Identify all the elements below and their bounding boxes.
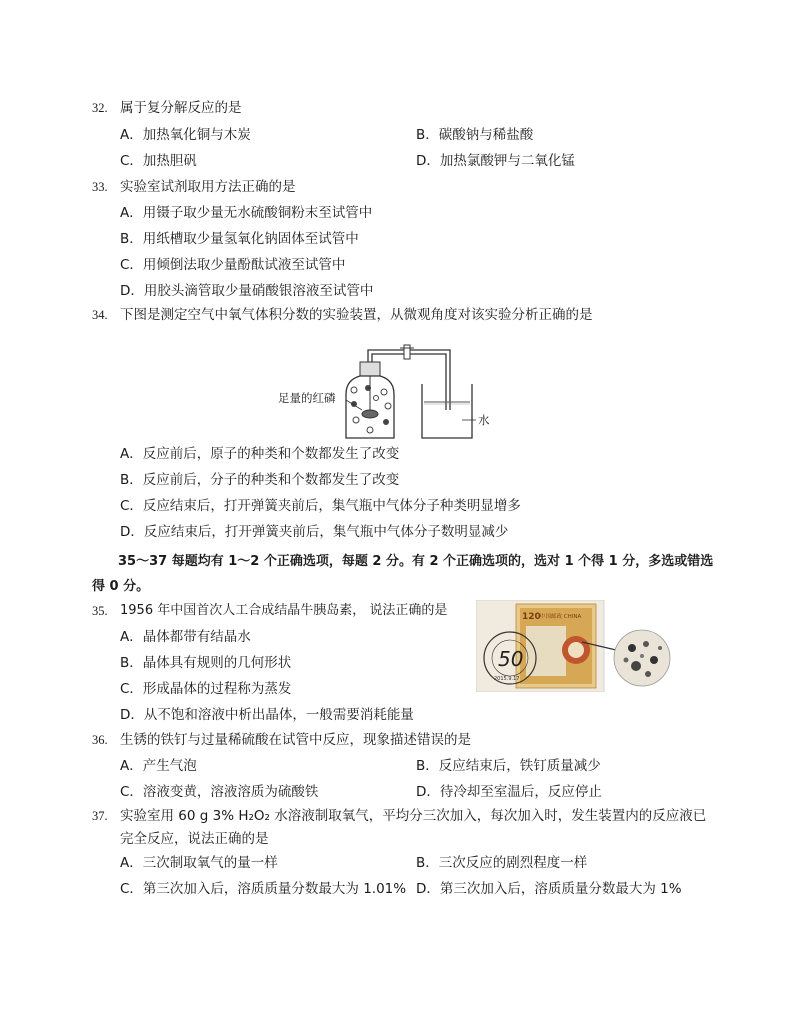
q36-stem: 生锈的铁钉与过量稀硫酸在试管中反应，现象描述错误的是 [120, 732, 471, 748]
q34-option-a: A．反应前后，原子的种类和个数都发生了改变 [120, 446, 400, 462]
red-phosphorus-label: 足量的红磷 [278, 391, 336, 405]
q36-option-c: C．溶液变黄，溶液溶质为硫酸铁 [120, 784, 319, 800]
q32-option-b: B．碳酸钠与稀盐酸 [416, 127, 534, 143]
q32-option-c: C．加热胆矾 [120, 153, 197, 169]
q35-option-c: C．形成晶体的过程称为蒸发 [120, 681, 292, 697]
section-instruction-line2: 得 0 分。 [92, 579, 150, 594]
q37-stem-line2: 完全反应，说法正确的是 [120, 831, 269, 847]
q36-number: 36. [92, 733, 108, 747]
q32-option-a: A．加热氧化铜与木炭 [120, 127, 251, 143]
q34-option-b: B．反应前后，分子的种类和个数都发生了改变 [120, 472, 400, 488]
q37-number: 37. [92, 809, 108, 823]
q33-option-a: A．用镊子取少量无水硫酸铜粉末至试管中 [120, 205, 373, 221]
q37-option-c: C．第三次加入后，溶质质量分数最大为 1.01% [120, 881, 407, 897]
q33-option-d: D．用胶头滴管取少量硝酸银溶液至试管中 [120, 283, 374, 299]
q37-option-d: D．第三次加入后，溶质质量分数最大为 1% [416, 881, 682, 897]
q32-number: 32. [92, 101, 108, 115]
q35-stem: 1956 年中国首次人工合成结晶牛胰岛素， 说法正确的是 [120, 603, 448, 618]
q36-option-a: A．产生气泡 [120, 758, 197, 774]
water-label: 水 [478, 413, 490, 427]
section-instruction-line1: 35～37 每题均有 1～2 个正确选项，每题 2 分。有 2 个正确选项的，选对 1 个得 1 分，多选或错选 [118, 554, 714, 569]
q34-stem: 下图是测定空气中氧气体积分数的实验装置，从微观角度对该实验分析正确的是 [120, 307, 593, 323]
q35-number: 35. [92, 604, 108, 618]
q37-stem-line1: 实验室用 60 g 3% H₂O₂ 水溶液制取氧气，平均分三次加入，每次加入时，发生装置内的反应液已 [120, 808, 707, 824]
stamp-country: 中国邮政 CHINA [540, 614, 582, 620]
q33-stem: 实验室试剂取用方法正确的是 [120, 179, 296, 195]
insulin-stamp-figure [476, 600, 672, 692]
q34-number: 34. [92, 308, 108, 322]
q35-option-a: A．晶体都带有结晶水 [120, 629, 251, 645]
q35-option-b: B．晶体具有规则的几何形状 [120, 655, 292, 671]
stamp-value: 120 [522, 612, 541, 622]
oxygen-apparatus-figure [276, 340, 496, 444]
postmark-number: 50 [498, 647, 524, 671]
q33-option-c: C．用倾倒法取少量酚酞试液至试管中 [120, 257, 346, 273]
q32-stem: 属于复分解反应的是 [120, 100, 242, 116]
q33-number: 33. [92, 180, 108, 194]
q32-option-d: D．加热氯酸钾与二氧化锰 [416, 153, 575, 169]
q36-option-d: D．待冷却至室温后，反应停止 [416, 784, 602, 800]
q34-option-d: D．反应结束后，打开弹簧夹前后，集气瓶中气体分子数明显减少 [120, 524, 509, 540]
q33-option-b: B．用纸槽取少量氢氧化钠固体至试管中 [120, 231, 359, 247]
q37-option-b: B．三次反应的剧烈程度一样 [416, 855, 588, 871]
q37-option-a: A．三次制取氧气的量一样 [120, 855, 278, 871]
q36-option-b: B．反应结束后，铁钉质量减少 [416, 758, 601, 774]
q35-option-d: D．从不饱和溶液中析出晶体，一般需要消耗能量 [120, 707, 414, 723]
postmark-date: 2015.9.17 [494, 676, 520, 682]
q34-option-c: C．反应结束后，打开弹簧夹前后，集气瓶中气体分子种类明显增多 [120, 498, 521, 514]
